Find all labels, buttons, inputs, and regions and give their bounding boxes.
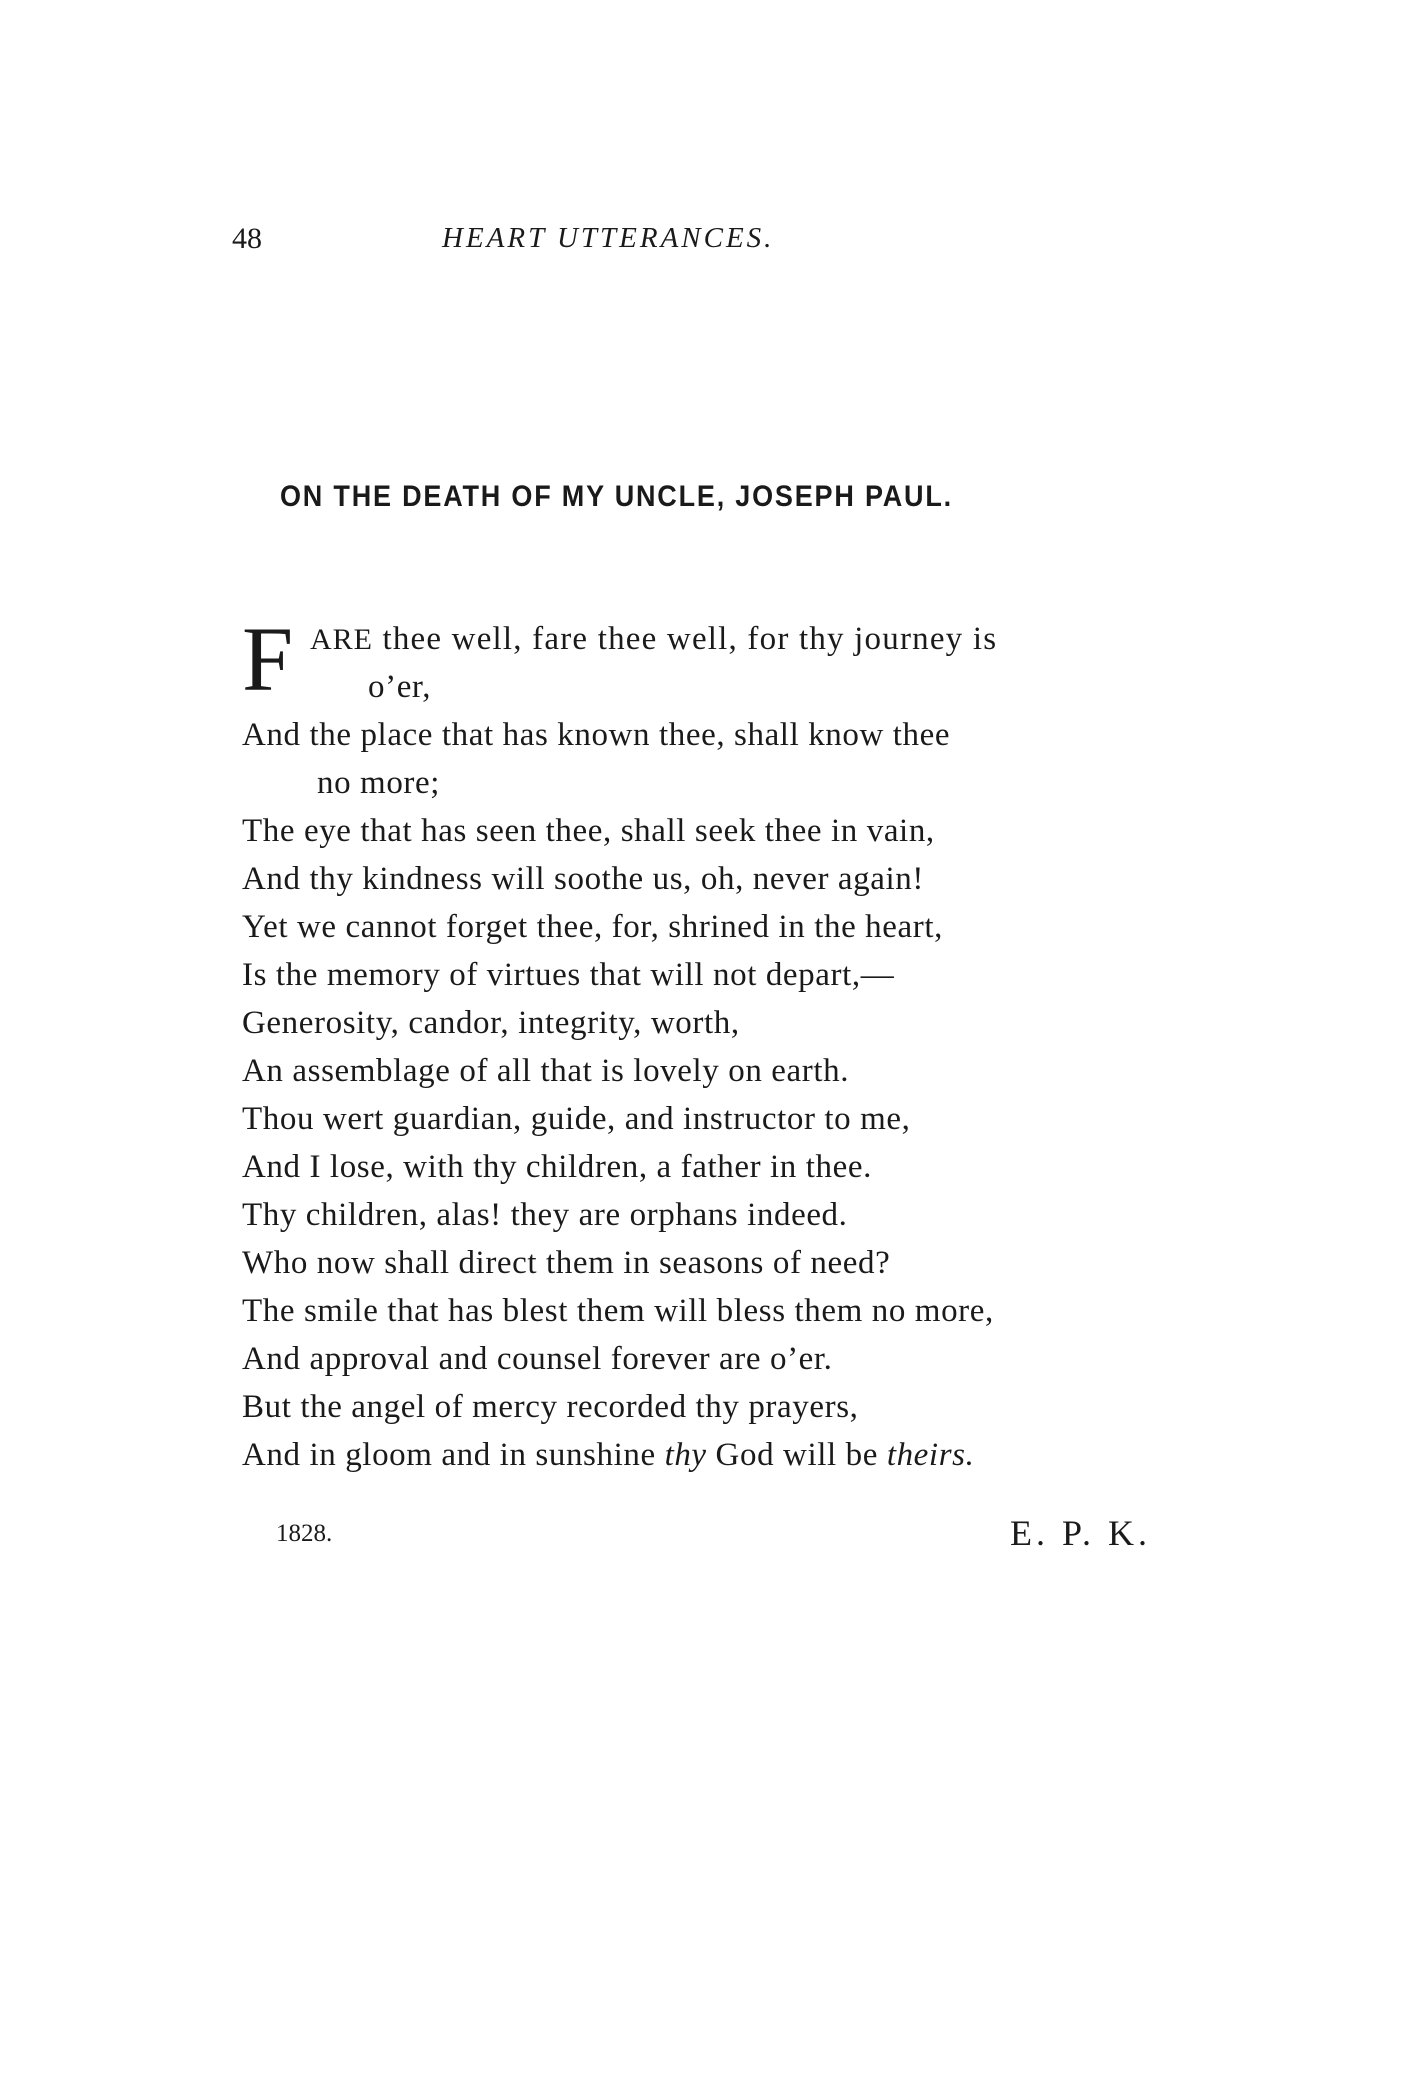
poem-line-12: And I lose, with thy children, a father in thee. (242, 1149, 872, 1185)
running-title: HEART UTTERANCES. (442, 222, 775, 254)
poem-line-8: Is the memory of virtues that will not depart,— (242, 957, 895, 993)
poem-line-4: no more; (317, 765, 441, 801)
last-line-middle: God will be (706, 1437, 887, 1473)
poem-body (242, 608, 1222, 1479)
author-signature: E. P. K. (1010, 1513, 1152, 1553)
italic-theirs: theirs. (886, 1437, 975, 1473)
poem-line-3: And the place that has known thee, shall know thee (242, 717, 951, 753)
poem-line-6: And thy kindness will soothe us, oh, never again! (242, 861, 924, 897)
poem-line-10: An assemblage of all that is lovely on earth. (242, 1053, 850, 1089)
poem-line-11: Thou wert guardian, guide, and instructor to me, (242, 1101, 911, 1137)
page-number: 48 (232, 222, 262, 255)
poem-line-5: The eye that has seen thee, shall seek thee in vain, (242, 813, 935, 849)
italic-thy: thy (664, 1437, 707, 1473)
poem-line-17: But the angel of mercy recorded thy prayers, (242, 1389, 859, 1425)
poem-line-18 (242, 1431, 1222, 1479)
poem-line-9: Generosity, candor, integrity, worth, (242, 1005, 740, 1041)
poem-line-7: Yet we cannot forget thee, for, shrined in the heart, (242, 909, 943, 945)
poem-date: 1828. (276, 1520, 333, 1547)
poem-line-2: o’er, (368, 669, 432, 705)
first-word-rest: ARE (310, 623, 373, 656)
running-head (232, 222, 952, 262)
poem-line-16: And approval and counsel forever are o’er. (242, 1341, 833, 1377)
drop-cap: F (242, 608, 295, 710)
poem-line-13: Thy children, alas! they are orphans indeed. (242, 1197, 848, 1233)
last-line-start: And in gloom and in sunshine (242, 1437, 665, 1473)
poem-title: ON THE DEATH OF MY UNCLE, JOSEPH PAUL. (280, 480, 953, 513)
poem-line-text: thee well, fare thee well, for thy journey is (373, 621, 998, 657)
poem-line-14: Who now shall direct them in seasons of need? (242, 1245, 891, 1281)
poem-line-15: The smile that has blest them will bless them no more, (242, 1293, 994, 1329)
